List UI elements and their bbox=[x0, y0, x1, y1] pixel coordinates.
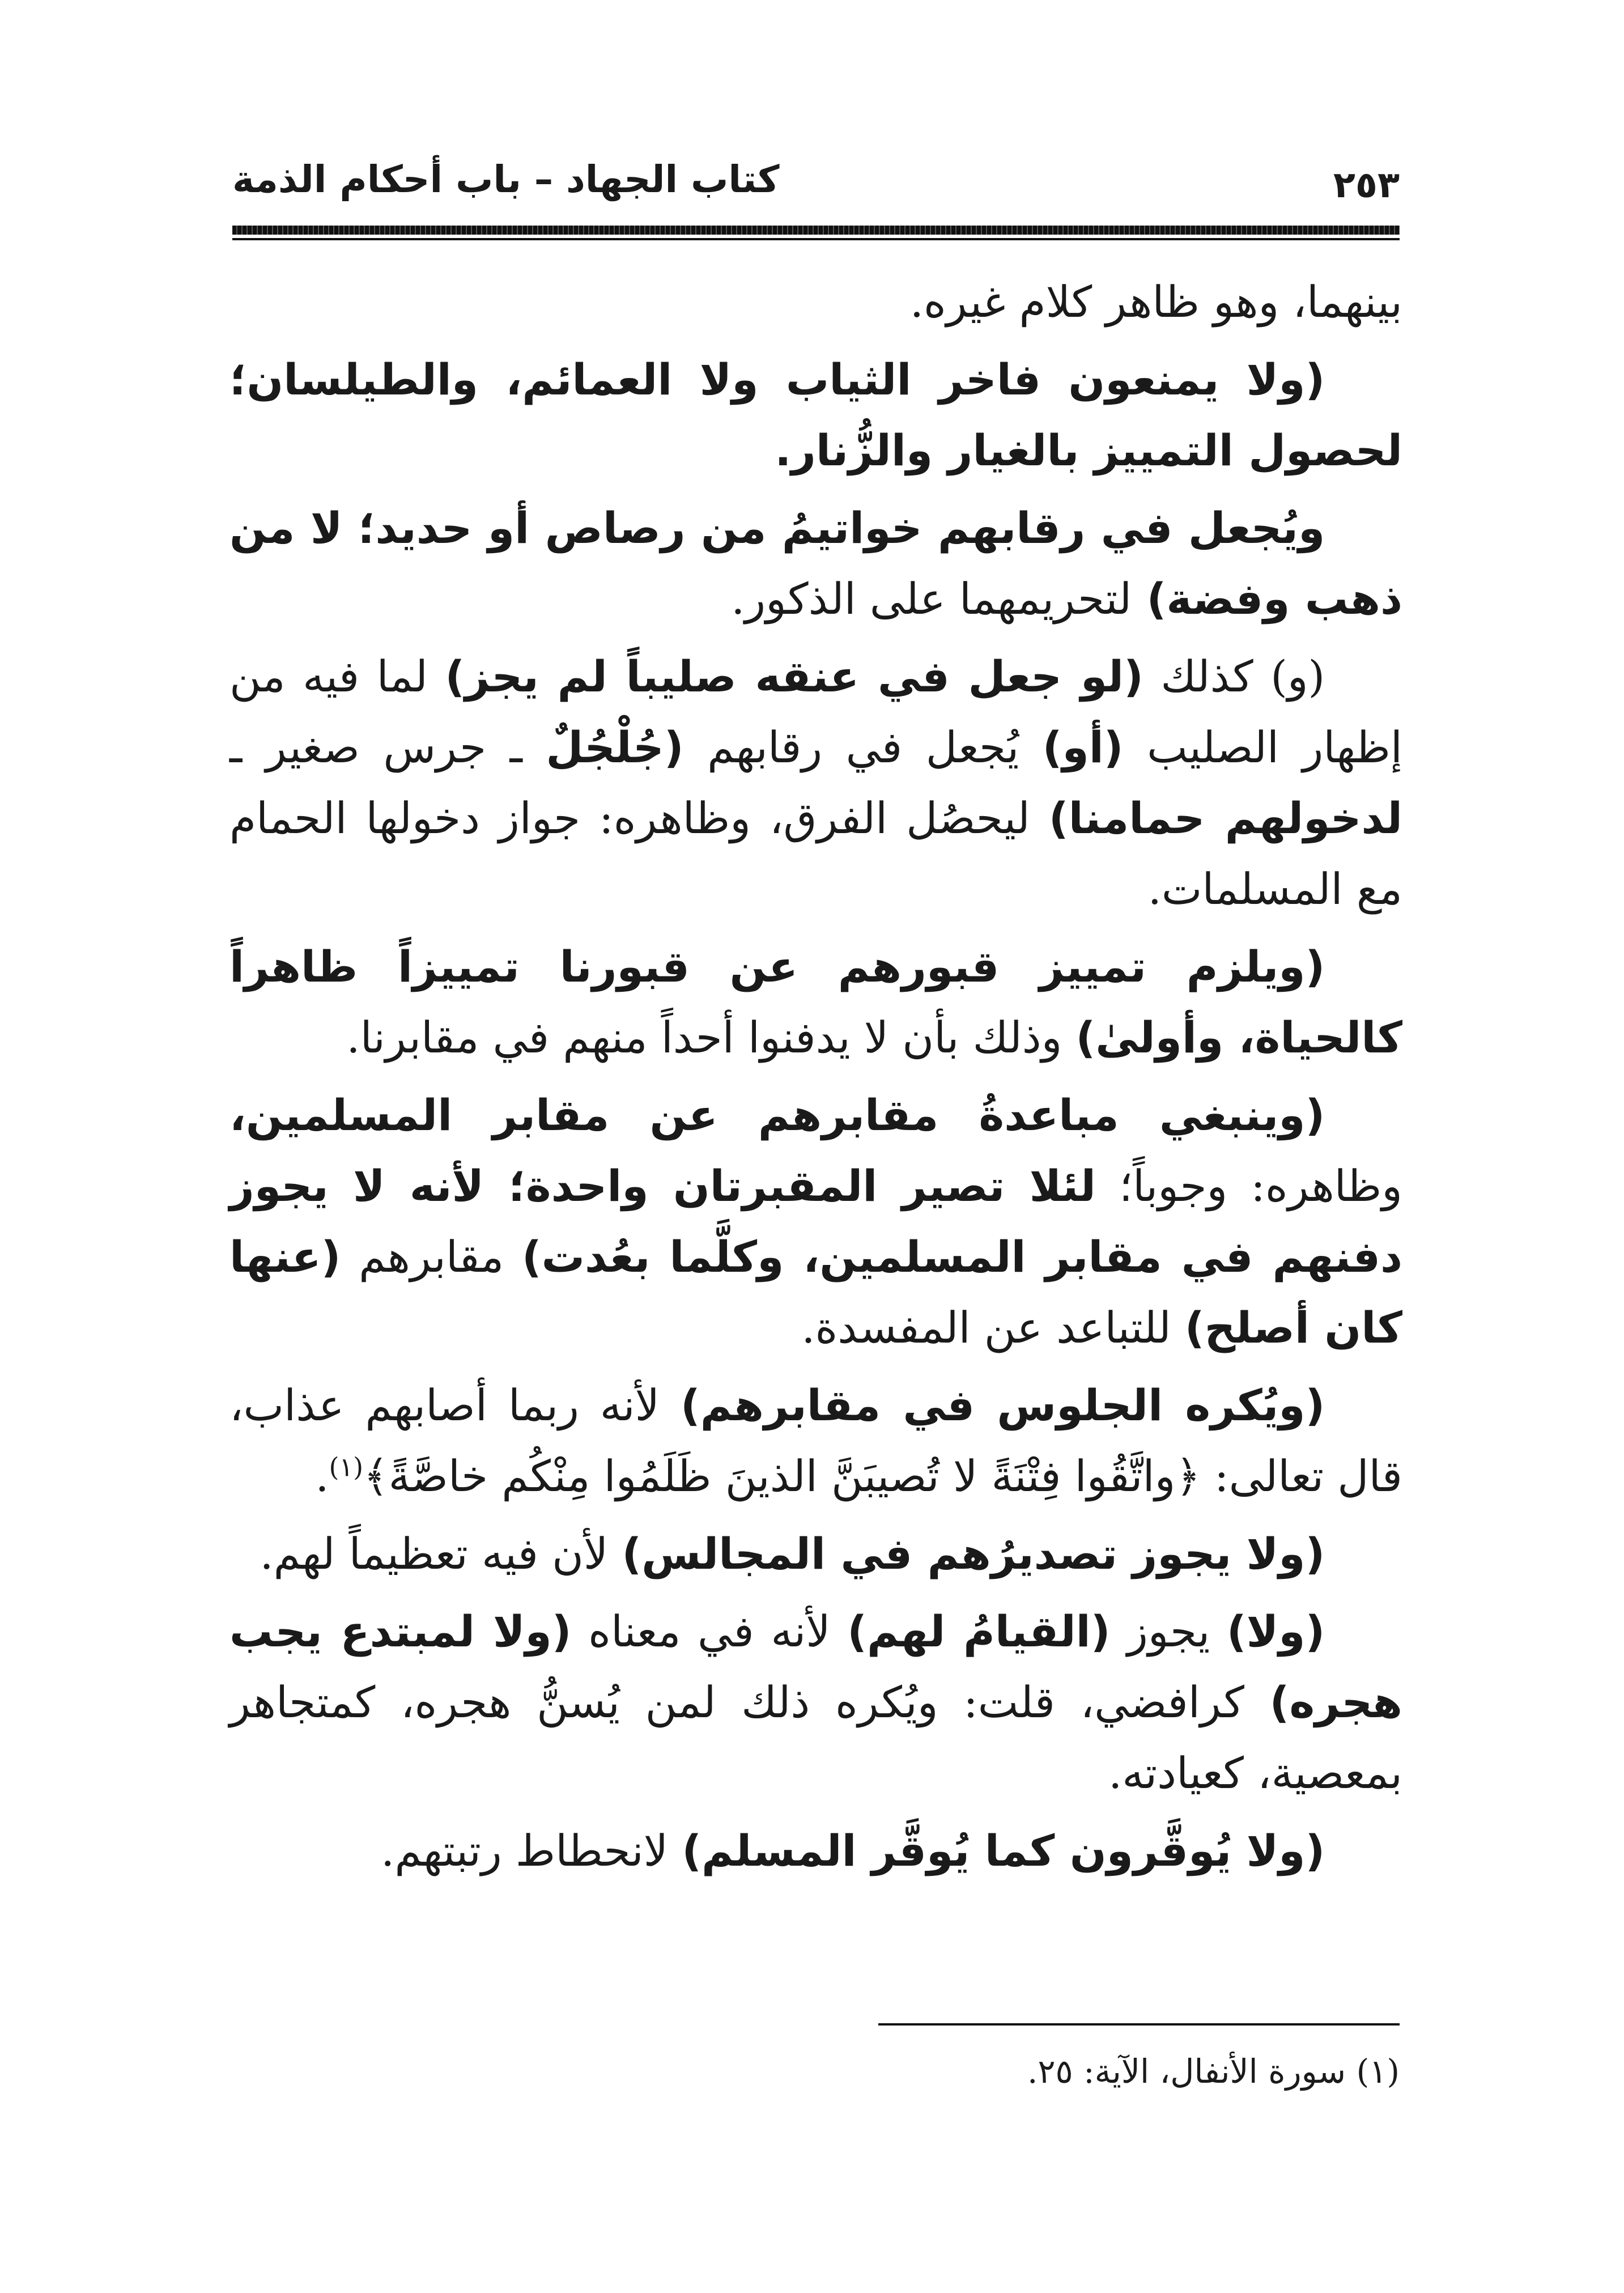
matn-text: (جُلْجُلٌ bbox=[546, 722, 684, 772]
matn-text: (ولا يمنعون فاخر الثياب ولا العمائم، والطيلسان؛ لحصول التمييز بالغيار والزُّنار. bbox=[229, 354, 1402, 475]
matn-text: (القيامُ لهم) bbox=[847, 1606, 1111, 1657]
sharh-text: لأنه في معناه bbox=[571, 1606, 848, 1657]
matn-text: (أو) bbox=[1042, 722, 1124, 772]
sharh-text: لأن فيه تعظيماً لهم. bbox=[260, 1528, 622, 1579]
matn-text: ويُجعل في رقابهم خواتيمُ من رصاص أو حديد؛ لا من ذهب وفضة) bbox=[229, 503, 1402, 624]
paragraph bbox=[229, 1518, 1402, 1589]
sharh-text: لأنه ربما أصابهم عذاب، قال تعالى: ﴿واتَّقُوا فِتْنَةً لا تُصيبَنَّ الذينَ ظَلَمُوا مِنْكُم خاصَّةً﴾ bbox=[229, 1380, 1402, 1501]
running-title: كتاب الجهاد – باب أحكام الذمة bbox=[232, 158, 780, 201]
footnote-item: (١) سورة الأنفال، الآية: ٢٥. bbox=[1027, 2052, 1400, 2091]
sharh-text: ليحصُل الفرق، وظاهره: جواز دخولها الحمام مع المسلمات. bbox=[229, 793, 1402, 914]
page-header bbox=[232, 142, 1400, 215]
header-rule bbox=[232, 226, 1400, 235]
page-number: ٢٥٣ bbox=[1333, 164, 1400, 206]
paragraph bbox=[229, 492, 1402, 634]
footnote-separator bbox=[878, 2023, 1400, 2026]
footnote-marker: (١) bbox=[329, 1451, 364, 1483]
matn-text: (ولا لمبتدع يجب هجره) bbox=[229, 1606, 1402, 1727]
matn-text: (ولا يُوقَّرون كما يُوقَّر المسلم) bbox=[682, 1825, 1325, 1876]
paragraph bbox=[229, 1596, 1402, 1808]
sharh-text: كرافضي، قلت: ويُكره ذلك لمن يُسنُّ هجره، كمتجاهر بمعصية، كعيادته. bbox=[229, 1677, 1402, 1798]
matn-text: لئلا تصير المقبرتان واحدة؛ لأنه لا يجوز دفنهم في مقابر المسلمين، وكلَّما بعُدت) bbox=[229, 1161, 1403, 1282]
sharh-text: لما فيه من إظهار الصليب bbox=[229, 651, 1402, 772]
matn-text: لدخولهم حمامنا) bbox=[1048, 793, 1402, 843]
paragraph bbox=[229, 1080, 1402, 1363]
footnotes bbox=[232, 2046, 1400, 2097]
sharh-text: لتحريمهما على الذكور. bbox=[731, 574, 1132, 624]
matn-text: (ويُكره الجلوس في مقابرهم) bbox=[680, 1380, 1325, 1430]
paragraph bbox=[229, 1815, 1402, 1886]
sharh-text: للتباعد عن المفسدة. bbox=[801, 1302, 1185, 1353]
sharh-text: ـ جرس صغير ـ bbox=[229, 722, 546, 772]
header-rule-thin bbox=[232, 238, 1400, 240]
sharh-text: يُجعل في رقابهم bbox=[683, 722, 1043, 772]
matn-text: (وينبغي مباعدةُ مقابرهم عن مقابر المسلمين، bbox=[229, 1090, 1325, 1140]
sharh-text: بينهما، وهو ظاهر كلام غيره. bbox=[909, 277, 1402, 327]
body-text bbox=[229, 266, 1402, 1893]
paragraph bbox=[229, 266, 1402, 337]
sharh-text: لانحطاط رتبتهم. bbox=[381, 1825, 682, 1876]
paragraph bbox=[229, 931, 1402, 1073]
sharh-text: وذلك بأن لا يدفنوا أحداً منهم في مقابرنا. bbox=[346, 1012, 1076, 1063]
matn-text: (ويلزم تمييز قبورهم عن قبورنا تمييزاً ظاهراً كالحياة، وأولىٰ) bbox=[229, 941, 1402, 1063]
matn-text: (ولا يجوز تصديرُهم في المجالس) bbox=[622, 1528, 1325, 1579]
sharh-text: (و) كذلك bbox=[1143, 651, 1325, 702]
matn-text: (لو جعل في عنقه صليباً لم يجز) bbox=[445, 651, 1143, 702]
matn-text: (ولا) bbox=[1226, 1606, 1325, 1657]
sharh-text: وظاهره: وجوباً؛ bbox=[1095, 1161, 1402, 1211]
matn-text: (عنها كان أصلح) bbox=[229, 1232, 1402, 1353]
sharh-text: يجوز bbox=[1110, 1606, 1227, 1657]
paragraph bbox=[229, 344, 1402, 486]
sharh-text: مقابرهم bbox=[341, 1232, 522, 1282]
paragraph bbox=[229, 1370, 1402, 1511]
sharh-text: . bbox=[315, 1451, 329, 1501]
paragraph bbox=[229, 641, 1402, 924]
